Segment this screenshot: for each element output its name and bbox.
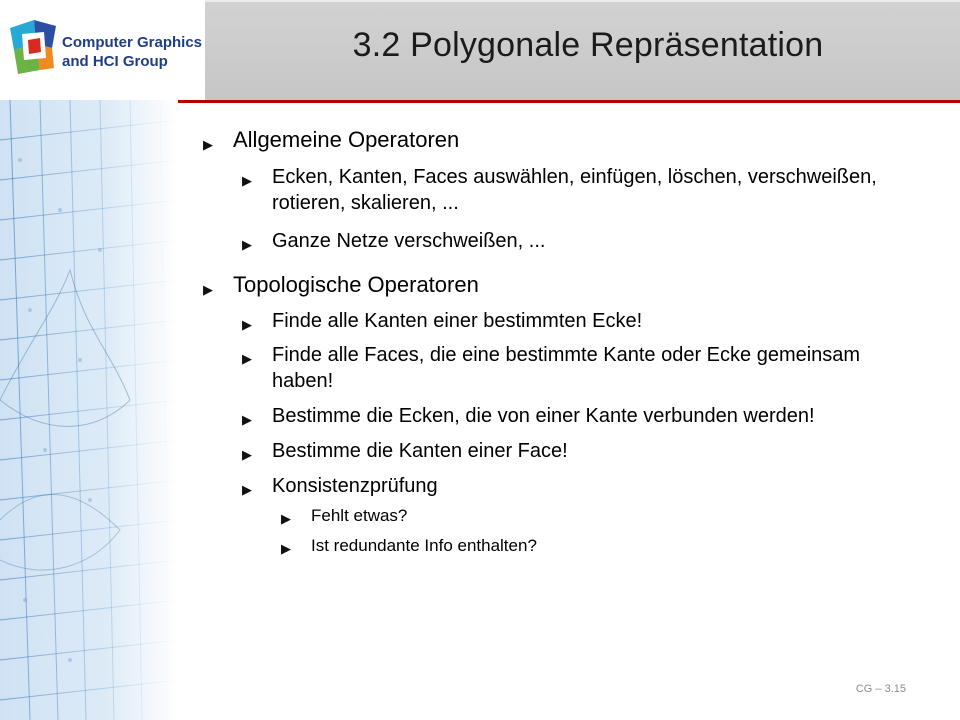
triangle-right-icon: ▶ xyxy=(242,482,252,497)
bullet-text: Ganze Netze verschweißen, ... xyxy=(272,230,546,252)
bullet-item-level-1 xyxy=(200,271,920,299)
triangle-right-icon: ▶ xyxy=(242,237,252,252)
bullet-item-level-2 xyxy=(200,403,920,429)
bullet-text: Fehlt etwas? xyxy=(311,506,408,525)
bullet-text: Allgemeine Operatoren xyxy=(233,127,460,152)
bullet-text: Topologische Operatoren xyxy=(233,272,479,297)
bullet-text: Konsistenzprüfung xyxy=(272,475,438,497)
slide-number: CG – 3.15 xyxy=(855,683,906,695)
logo-line-2: and HCI Group xyxy=(62,53,168,70)
bullet-item-level-2 xyxy=(200,164,920,216)
bullet-text: Bestimme die Ecken, die von einer Kante verbunden werden! xyxy=(272,405,815,427)
triangle-right-icon: ▶ xyxy=(281,541,291,556)
bullet-item-level-2 xyxy=(200,438,920,464)
bullet-item-level-1 xyxy=(200,126,920,154)
cg-hci-logo-icon xyxy=(6,14,60,86)
bullet-text: Ist redundante Info enthalten? xyxy=(311,536,537,555)
triangle-right-icon: ▶ xyxy=(203,137,213,152)
bullet-text: Ecken, Kanten, Faces auswählen, einfügen, löschen, verschweißen, rotieren, skalieren, ... xyxy=(272,166,877,214)
left-decorative-strip xyxy=(0,100,178,720)
bullet-item-level-2 xyxy=(200,228,920,254)
slide-title: 3.2 Polygonale Repräsentation xyxy=(352,26,824,64)
bullet-item-level-2 xyxy=(200,342,920,394)
bullet-text: Finde alle Kanten einer bestimmten Ecke! xyxy=(272,310,643,332)
triangle-right-icon: ▶ xyxy=(242,447,252,462)
triangle-right-icon: ▶ xyxy=(281,511,291,526)
logo-line-1: Computer Graphics xyxy=(62,34,203,51)
logo-text xyxy=(62,33,202,71)
triangle-right-icon: ▶ xyxy=(242,173,252,188)
slide-content xyxy=(200,126,920,557)
triangle-right-icon: ▶ xyxy=(242,412,252,427)
logo xyxy=(0,0,205,100)
triangle-right-icon: ▶ xyxy=(242,317,252,332)
triangle-right-icon: ▶ xyxy=(242,351,252,366)
bullet-item-level-2 xyxy=(200,308,920,334)
decorative-mesh-icon xyxy=(0,100,178,720)
bullet-item-level-3 xyxy=(200,535,920,557)
bullet-text: Finde alle Faces, die eine bestimmte Kante oder Ecke gemeinsam haben! xyxy=(272,344,861,392)
bullet-item-level-2 xyxy=(200,473,920,499)
bullet-text: Bestimme die Kanten einer Face! xyxy=(272,440,568,462)
bullet-item-level-3 xyxy=(200,505,920,527)
triangle-right-icon: ▶ xyxy=(203,282,213,297)
